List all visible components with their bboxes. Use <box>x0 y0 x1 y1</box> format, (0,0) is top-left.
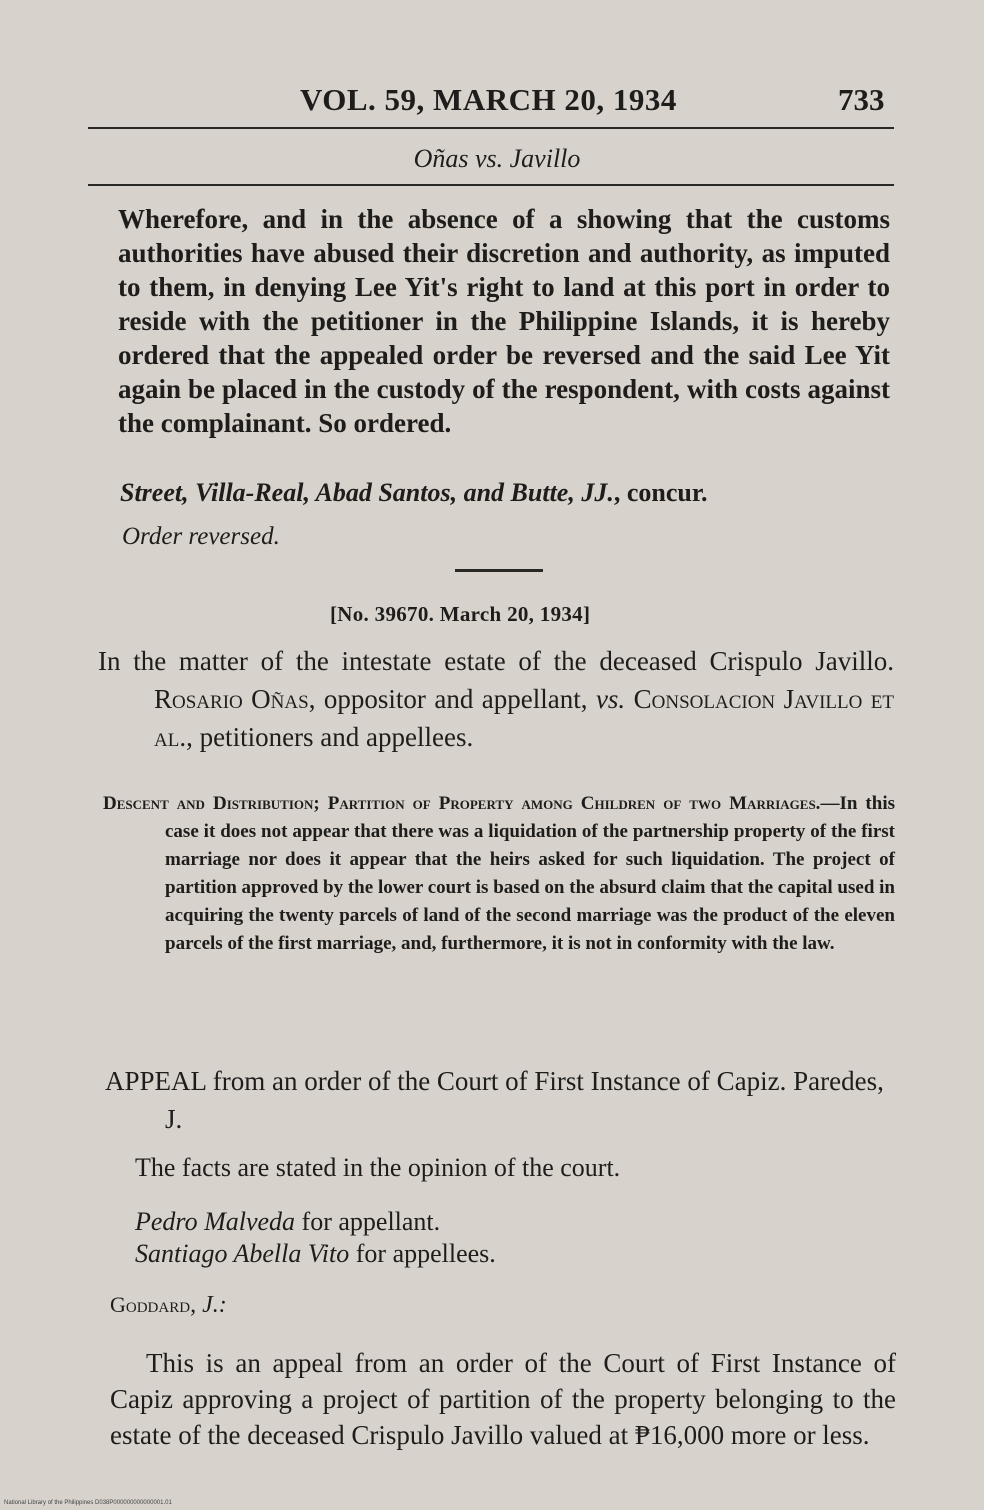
facts-statement: The facts are stated in the opinion of the court. <box>135 1153 621 1182</box>
case-number: [No. 39670. March 20, 1934] <box>330 602 591 626</box>
syllabus-text: —In this case it does not appear that there was a liquidation of the partnership property of the first marriage nor does it appear that the heirs asked for such liquidation. The project of partition approved by the lower court is based on the absurd claim that the capital used in acquiring the twenty parcels of land of the second marriage was the product of the eleven parcels of the first marriage, and, furthermore, it is not in conformity with the law. <box>165 793 895 954</box>
justice-suffix: , J.: <box>190 1292 227 1318</box>
disposition: Order reversed. <box>122 523 280 550</box>
header-rule-top <box>88 127 894 129</box>
footer-credit: National Library of the Philippines D038P000000000000001.01 <box>4 1500 172 1506</box>
appellee-role: , petitioners and appellees. <box>186 722 474 752</box>
concurrence-line <box>120 478 708 508</box>
case-title <box>98 642 894 756</box>
volume-header: VOL. 59, MARCH 20, 1934 <box>300 82 677 117</box>
opinion-paragraph: This is an appeal from an order of the Court of First Instance of Capiz approving a project of partition of the property belonging to the estate of the deceased Crispulo Javillo valued at ₱16,000 more or less. <box>110 1348 896 1450</box>
syllabus <box>103 790 895 958</box>
counsel-role: for appellees. <box>349 1239 496 1268</box>
previous-case-paragraph: Wherefore, and in the absence of a showing that the customs authorities have abused their discretion and authority, as imputed to them, in denying Lee Yit's right to land at this port in order to reside with the petitioner in the Philippine Islands, it is hereby ordered that the appealed order be reversed and the said Lee Yit again be placed in the custody of the respondent, with costs against the complainant. So ordered. <box>118 204 890 438</box>
counsel-name: Santiago Abella Vito <box>135 1239 350 1268</box>
concur-suffix: , concur. <box>613 478 708 507</box>
section-separator <box>455 569 543 572</box>
appellant-role: , oppositor and appellant, <box>308 684 596 714</box>
counsel-appellant <box>135 1207 440 1237</box>
versus: vs. <box>595 684 626 714</box>
appellee-name: Consolacion Javillo et al. <box>154 684 895 752</box>
appeal-statement: APPEAL from an order of the Court of First Instance of Capiz. Paredes, J. <box>105 1066 884 1134</box>
ponente <box>110 1292 227 1319</box>
header-rule-bottom <box>88 184 894 186</box>
counsel-name: Pedro Malveda <box>135 1207 296 1236</box>
running-head: Oñas vs. Javillo <box>413 144 581 173</box>
counsel-appellees <box>135 1239 496 1269</box>
case-title-prefix: In the matter of the intestate estate of the deceased Crispulo Javillo. <box>98 646 894 676</box>
concurring-justices: Street, Villa-Real, Abad Santos, and Butte, JJ. <box>120 478 614 507</box>
syllabus-heading: Descent and Distribution; Partition of Property among Children of two Marriages. <box>103 793 821 814</box>
justice-name: Goddard <box>110 1292 191 1317</box>
appellant-name: Rosario Oñas <box>154 684 309 714</box>
page-number: 733 <box>838 82 885 117</box>
counsel-role: for appellant. <box>295 1207 441 1236</box>
